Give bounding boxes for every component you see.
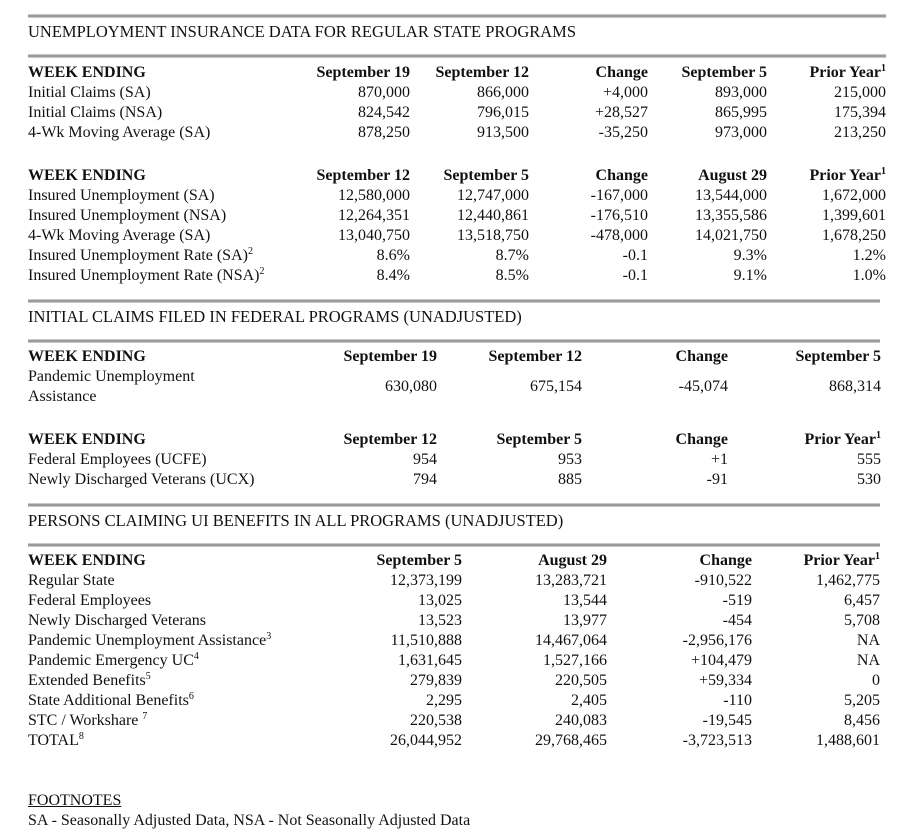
cell: 870,000 — [358, 84, 410, 101]
cell: +59,334 — [698, 672, 752, 689]
row-label-text: Federal Employees — [28, 592, 152, 609]
row-label — [28, 226, 210, 246]
cell: -19,545 — [702, 712, 752, 729]
table-row — [28, 631, 880, 651]
footnote-ref: 5 — [145, 671, 151, 682]
cell: 6,457 — [844, 592, 880, 609]
section-divider — [28, 299, 880, 303]
cell: 953 — [558, 451, 582, 468]
cell: -910,522 — [694, 572, 752, 589]
col-header: Change — [595, 167, 648, 184]
row-label — [28, 571, 115, 591]
prior-year-text: Prior Year — [809, 64, 881, 81]
federal-ucfe-ucx-table — [28, 430, 880, 490]
footnote-ref: 1 — [881, 166, 886, 177]
col-header: September 19 — [316, 64, 410, 81]
col-header: Change — [675, 348, 728, 365]
cell: -110 — [723, 692, 752, 709]
cell: 824,542 — [358, 104, 410, 121]
section-divider — [28, 14, 886, 18]
table-row — [28, 206, 886, 226]
cell: 868,314 — [829, 378, 881, 395]
federal-pua-table — [28, 347, 880, 407]
cell: -454 — [722, 612, 752, 629]
table-row — [28, 103, 886, 123]
section-title-regular-state: UNEMPLOYMENT INSURANCE DATA FOR REGULAR STATE PROGRAMS — [28, 22, 577, 41]
row-label-text: 4-Wk Moving Average (SA) — [28, 227, 211, 244]
col-header: September 19 — [343, 348, 437, 365]
row-label — [28, 651, 199, 671]
cell: 1,678,250 — [822, 227, 886, 244]
col-header: Change — [699, 552, 752, 569]
cell: 220,505 — [555, 672, 607, 689]
table-row — [28, 246, 886, 266]
cell: 13,283,721 — [535, 572, 607, 589]
col-header: September 5 — [795, 348, 881, 365]
cell: 13,544,000 — [695, 187, 767, 204]
table-header-row — [28, 63, 886, 83]
table-header-row — [28, 551, 880, 571]
table-row — [28, 711, 880, 731]
table-row-total — [28, 731, 880, 751]
cell: 1,462,775 — [816, 572, 880, 589]
row-label-text: Extended Benefits — [28, 672, 146, 689]
table-row — [28, 367, 880, 407]
cell: 213,250 — [834, 124, 886, 141]
row-label — [28, 266, 265, 286]
row-label-text: Insured Unemployment (SA) — [28, 187, 215, 204]
col-header: September 12 — [488, 348, 582, 365]
row-label — [28, 206, 226, 226]
cell: +1 — [710, 451, 728, 468]
cell: 12,747,000 — [457, 187, 529, 204]
table-row — [28, 186, 886, 206]
table-row — [28, 651, 880, 671]
insured-unemployment-table — [28, 166, 886, 286]
cell: +104,479 — [690, 652, 752, 669]
cell: 215,000 — [834, 84, 886, 101]
table-row — [28, 691, 880, 711]
cell: 2,405 — [571, 692, 607, 709]
section-title-federal-programs: INITIAL CLAIMS FILED IN FEDERAL PROGRAMS (UNADJUSTED) — [28, 307, 522, 326]
row-label-text: Insured Unemployment Rate (SA) — [28, 247, 248, 264]
col-header: September 12 — [435, 64, 529, 81]
col-header-prior-year — [756, 63, 886, 83]
cell: 240,083 — [555, 712, 607, 729]
cell: 13,977 — [563, 612, 607, 629]
week-ending-label: WEEK ENDING — [28, 167, 146, 184]
row-label-line2: Assistance — [28, 388, 97, 405]
table-header-row — [28, 347, 880, 367]
cell: 11,510,888 — [390, 632, 462, 649]
footnote-line: SA - Seasonally Adjusted Data, NSA - Not Seasonally Adjusted Data — [28, 812, 471, 829]
cell: -167,000 — [590, 187, 648, 204]
footnote-ref: 2 — [259, 266, 265, 277]
cell: 0 — [872, 672, 880, 689]
col-header: September 12 — [316, 167, 410, 184]
footnote-ref: 1 — [876, 430, 881, 441]
table-header-row — [28, 430, 880, 450]
cell: 866,000 — [477, 84, 529, 101]
footnote-ref: 7 — [142, 711, 148, 722]
col-header: September 12 — [343, 431, 437, 448]
cell: 13,523 — [418, 612, 462, 629]
cell: 220,538 — [410, 712, 462, 729]
cell: 8.4% — [376, 267, 410, 284]
table-row — [28, 671, 880, 691]
cell: 13,025 — [418, 592, 462, 609]
cell: 279,839 — [410, 672, 462, 689]
section-title-all-programs: PERSONS CLAIMING UI BENEFITS IN ALL PROGRAMS (UNADJUSTED) — [28, 511, 564, 530]
cell: 9.1% — [733, 267, 767, 284]
cell: -3,723,513 — [682, 732, 752, 749]
row-label: Federal Employees (UCFE) — [28, 451, 207, 468]
row-label-text: Insured Unemployment (NSA) — [28, 207, 227, 224]
row-label — [28, 611, 206, 631]
footnote-ref: 1 — [875, 551, 880, 562]
cell: 885 — [558, 471, 582, 488]
cell: -0.1 — [622, 267, 648, 284]
cell: 1,672,000 — [822, 187, 886, 204]
col-header: September 5 — [681, 64, 767, 81]
cell: 973,000 — [715, 124, 767, 141]
cell: 1,527,166 — [543, 652, 607, 669]
row-label-text: State Additional Benefits — [28, 692, 189, 709]
col-header: August 29 — [538, 552, 607, 569]
footnotes-title: FOOTNOTES — [28, 792, 122, 809]
initial-claims-table — [28, 63, 886, 143]
col-header: August 29 — [698, 167, 767, 184]
cell: 796,015 — [477, 104, 529, 121]
row-label — [28, 631, 271, 651]
prior-year-text: Prior Year — [803, 552, 875, 569]
row-label — [28, 671, 151, 691]
all-programs-table — [28, 551, 880, 751]
cell: 14,021,750 — [695, 227, 767, 244]
cell: 1,488,601 — [816, 732, 880, 749]
cell: 1,399,601 — [822, 207, 886, 224]
cell: 893,000 — [715, 84, 767, 101]
cell: 8.5% — [495, 267, 529, 284]
col-header: Change — [675, 431, 728, 448]
cell: 913,500 — [477, 124, 529, 141]
footnote-ref: 3 — [266, 631, 272, 642]
week-ending-label: WEEK ENDING — [28, 552, 146, 569]
footnotes — [28, 791, 470, 831]
cell: 13,040,750 — [338, 227, 410, 244]
row-label — [28, 731, 84, 751]
prior-year-text: Prior Year — [809, 167, 881, 184]
row-label-text: STC / Workshare — [28, 712, 143, 729]
footnote-ref: 2 — [247, 246, 253, 257]
cell: 8.6% — [376, 247, 410, 264]
cell: 13,355,586 — [695, 207, 767, 224]
row-label — [28, 246, 253, 266]
cell: 12,580,000 — [338, 187, 410, 204]
row-label-text: Pandemic Unemployment Assistance — [28, 632, 267, 649]
row-label-text: Regular State — [28, 572, 115, 589]
cell: 13,544 — [563, 592, 607, 609]
cell: 630,080 — [385, 378, 437, 395]
prior-year-text: Prior Year — [804, 431, 876, 448]
cell: 175,394 — [834, 104, 886, 121]
section-divider — [28, 54, 886, 58]
week-ending-label: WEEK ENDING — [28, 431, 146, 448]
row-label-text: Newly Discharged Veterans — [28, 612, 207, 629]
col-header: Change — [595, 64, 648, 81]
cell: 1.2% — [852, 247, 886, 264]
cell: 675,154 — [530, 378, 582, 395]
cell: 865,995 — [715, 104, 767, 121]
section-divider — [28, 543, 880, 547]
table-row — [28, 226, 886, 246]
row-label — [28, 711, 147, 731]
cell: -2,956,176 — [682, 632, 752, 649]
week-ending-label: WEEK ENDING — [28, 348, 146, 365]
cell: 8,456 — [844, 712, 880, 729]
row-label — [28, 367, 248, 407]
cell: -91 — [706, 471, 728, 488]
cell: 5,205 — [844, 692, 880, 709]
cell: 878,250 — [358, 124, 410, 141]
cell: 12,264,351 — [338, 207, 410, 224]
row-label — [28, 691, 194, 711]
cell: 5,708 — [844, 612, 880, 629]
footnote-ref: 4 — [193, 651, 199, 662]
cell: 2,295 — [426, 692, 462, 709]
cell: -519 — [722, 592, 752, 609]
cell: 13,518,750 — [457, 227, 529, 244]
row-label-line1: Pandemic Unemployment — [28, 368, 195, 385]
cell: -0.1 — [622, 247, 648, 264]
table-row — [28, 591, 880, 611]
row-label: Initial Claims (SA) — [28, 84, 151, 101]
row-label: Newly Discharged Veterans (UCX) — [28, 471, 255, 488]
cell: 1.0% — [852, 267, 886, 284]
cell: 1,631,645 — [398, 652, 462, 669]
cell: 555 — [857, 451, 881, 468]
cell: 12,373,199 — [390, 572, 462, 589]
table-row — [28, 470, 880, 490]
row-label-text: Pandemic Emergency UC — [28, 652, 194, 669]
cell: -45,074 — [678, 378, 728, 395]
cell: +4,000 — [602, 84, 648, 101]
col-header: September 5 — [376, 552, 462, 569]
section-divider — [28, 503, 880, 507]
cell: +28,527 — [594, 104, 648, 121]
cell: 26,044,952 — [390, 732, 462, 749]
table-row — [28, 266, 886, 286]
cell: -176,510 — [590, 207, 648, 224]
col-header-prior-year — [756, 166, 886, 186]
cell: NA — [856, 632, 880, 649]
row-label-text: TOTAL — [28, 732, 79, 749]
cell: 12,440,861 — [457, 207, 529, 224]
col-header: September 5 — [443, 167, 529, 184]
footnote-ref: 1 — [881, 63, 886, 74]
col-header-prior-year — [750, 551, 880, 571]
table-row — [28, 450, 880, 470]
cell: NA — [856, 652, 880, 669]
cell: -478,000 — [590, 227, 648, 244]
week-ending-label: WEEK ENDING — [28, 64, 146, 81]
row-label: 4-Wk Moving Average (SA) — [28, 124, 211, 141]
cell: -35,250 — [598, 124, 648, 141]
table-row — [28, 83, 886, 103]
col-header-prior-year — [751, 430, 881, 450]
row-label — [28, 591, 151, 611]
footnote-ref: 6 — [188, 691, 194, 702]
cell: 29,768,465 — [535, 732, 607, 749]
table-header-row — [28, 166, 886, 186]
cell: 8.7% — [495, 247, 529, 264]
table-row — [28, 123, 886, 143]
section-divider — [28, 339, 880, 343]
col-header: September 5 — [496, 431, 582, 448]
row-label-text: Insured Unemployment Rate (NSA) — [28, 267, 260, 284]
cell: 530 — [857, 471, 881, 488]
row-label — [28, 186, 215, 206]
cell: 9.3% — [733, 247, 767, 264]
cell: 14,467,064 — [535, 632, 607, 649]
cell: 954 — [413, 451, 437, 468]
footnote-ref: 8 — [78, 731, 84, 742]
row-label: Initial Claims (NSA) — [28, 104, 163, 121]
cell: 794 — [413, 471, 437, 488]
table-row — [28, 571, 880, 591]
table-row — [28, 611, 880, 631]
